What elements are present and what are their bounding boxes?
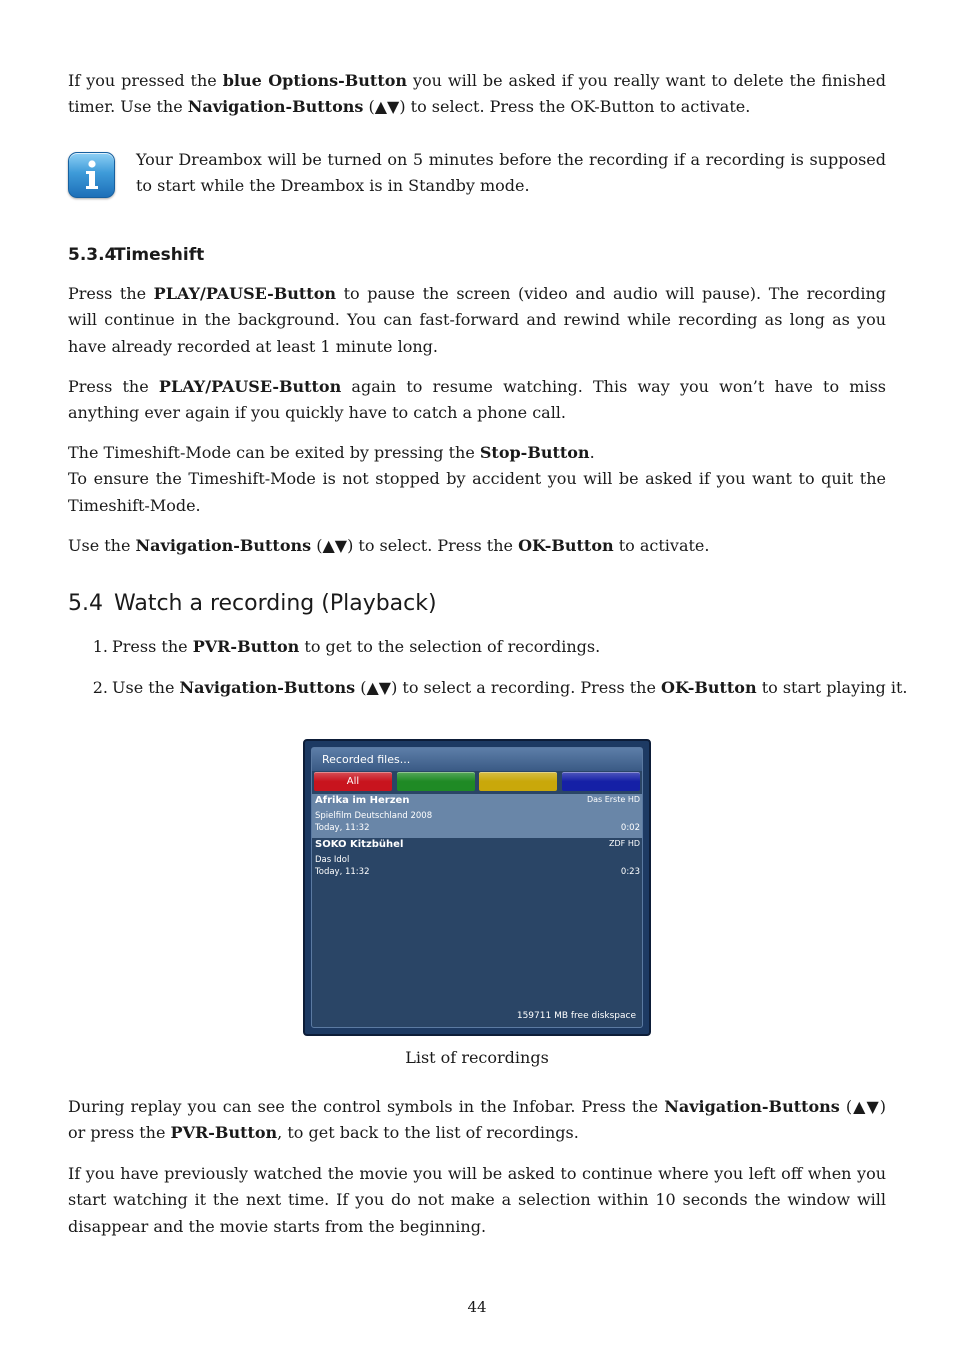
paragraph-options: If you pressed the blue Options-Button you will be asked if you really want to delete the finished timer. Use the Navigation-Buttons (▲▼) to select. Press the OK-Button to activate. [68,71,887,117]
recording-subtitle: Das Idol [315,855,350,865]
paragraph-replay-infobar: During replay you can see the control symbols in the Infobar. Press the Navigation-Buttons (▲▼) or press the PVR-Button, to get back to the list of recordings. [68,1097,887,1143]
paragraph-replay-resume: If you have previously watched the movie you will be asked to continue where you left off when you start watching it the next time. If you do not make a selection within 10 seconds the window will disappear and the movie starts from the beginning. [68,1164,886,1236]
section-heading-5-4: 5.4 Watch a recording (Playback) [68,591,437,616]
recording-subtitle: Spielfilm Deutschland 2008 [315,811,433,821]
list-item: 1. Press the PVR-Button to get to the selection of recordings. [92,637,601,656]
recording-channel: ZDF HD [609,839,640,848]
recorded-files-panel [311,747,643,1028]
paragraph-timeshift-resume: Press the PLAY/PAUSE-Button again to resume watching. This way you won’t have to miss anything ever again if you quickly have to catch a phone call. [68,377,886,423]
recording-row[interactable] [312,838,642,882]
blue-button[interactable] [562,772,640,791]
recording-duration: 0:23 [620,867,640,877]
free-diskspace: 159711 MB free diskspace [516,1011,636,1021]
paragraph-timeshift-exit: The Timeshift-Mode can be exited by pressing the Stop-Button. To ensure the Timeshift-Mode is not stopped by accident you will be asked if you want to quit the Timeshift-Mode. [68,443,886,515]
figure-caption: List of recordings [405,1048,549,1067]
info-note: Your Dreambox will be turned on 5 minutes before the recording if a recording is supposed to start while the Dreambox is in Standby mode. [136,150,886,196]
screen-title: Recorded files... [312,748,642,771]
green-button[interactable] [397,772,475,791]
recording-title: Afrika im Herzen [315,795,410,806]
paragraph-timeshift-pause: Press the PLAY/PAUSE-Button to pause the screen (video and audio will pause). The recording will continue in the background. You can fast-forward and rewind while recording as long as you have already recorded at least 1 minute long. [68,284,886,356]
red-all-button[interactable]: All [314,772,392,791]
recording-channel: Das Erste HD [586,795,640,804]
paragraph-timeshift-select: Use the Navigation-Buttons (▲▼) to select. Press the OK-Button to activate. [68,536,710,555]
recording-title: SOKO Kitzbühel [315,839,404,850]
recording-date: Today, 11:32 [315,823,370,833]
recording-row-selected[interactable] [312,794,642,838]
list-item: 2. Use the Navigation-Buttons (▲▼) to select a recording. Press the OK-Button to start playing it. [92,678,908,697]
page-number: 44 [467,1298,487,1316]
info-icon [68,152,115,198]
yellow-button[interactable] [479,772,557,791]
section-heading-5-3-4: 5.3.4Timeshift [68,245,205,265]
recording-duration: 0:02 [620,823,640,833]
recorded-files-screen [303,739,651,1036]
recording-date: Today, 11:32 [315,867,370,877]
